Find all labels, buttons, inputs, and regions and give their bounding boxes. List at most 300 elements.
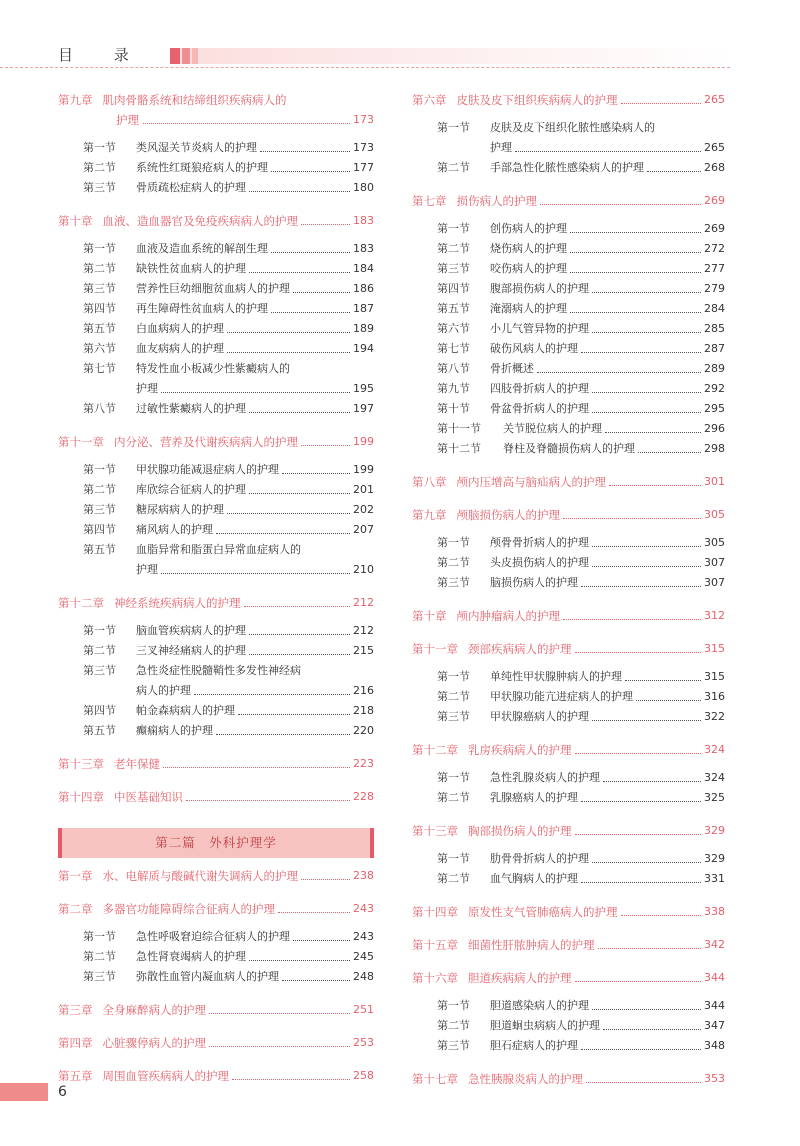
page-number: 173 [353,141,374,154]
page-number: 218 [353,704,374,717]
section-title: 骨质疏松症病人的护理 [136,181,246,194]
section-title-cont: 病人的护理 [136,684,191,697]
page-number: 353 [704,1072,725,1085]
toc-left-column [58,90,374,1086]
chapter-entry[interactable] [412,821,725,841]
page-number: 316 [704,690,725,703]
page-number: 220 [353,724,374,737]
section-label: 第九节 [437,382,470,395]
section-title: 类风湿关节炎病人的护理 [136,141,257,154]
section-title: 关节脱位病人的护理 [503,422,602,435]
section-entry[interactable] [412,158,725,178]
chapter-label: 第三章 [58,1003,93,1017]
section-entry[interactable] [58,178,374,198]
section-entry[interactable] [58,621,374,641]
section-entry[interactable] [58,540,374,580]
page-number: 331 [704,872,725,885]
section-entry[interactable] [412,788,725,808]
section-label: 第十二节 [437,442,481,455]
section-title: 烧伤病人的护理 [490,242,567,255]
section-label: 第一节 [437,536,470,549]
decor-block [192,48,198,64]
page-number: 258 [353,1069,374,1082]
section-title: 系统性红斑狼疮病人的护理 [136,161,268,174]
section-entry[interactable] [58,500,374,520]
section-label: 第二节 [83,950,116,963]
section-title: 创伤病人的护理 [490,222,567,235]
section-title: 小儿气管异物的护理 [490,322,589,335]
section-title: 急性肾衰竭病人的护理 [136,950,246,963]
chapter-label: 第十一章 [412,642,458,656]
section-label: 第一节 [437,999,470,1012]
section-title-cont: 护理 [136,563,158,576]
section-label: 第一节 [437,670,470,683]
section-label: 第一节 [437,771,470,784]
section-title: 骨折概述 [490,362,534,375]
section-label: 第七节 [437,342,470,355]
page-number: 269 [704,222,725,235]
section-label: 第三节 [83,970,116,983]
chapter-entry[interactable] [58,1000,374,1020]
chapter-entry[interactable] [412,902,725,922]
chapter-title: 颅脑损伤病人的护理 [456,508,560,522]
section-entry[interactable] [412,1016,725,1036]
section-label: 第六节 [83,342,116,355]
section-entry[interactable] [412,768,725,788]
section-title: 乳腺癌病人的护理 [490,791,578,804]
section-title: 腹部损伤病人的护理 [490,282,589,295]
chapter-label: 第八章 [412,475,447,489]
page-number: 238 [353,869,374,882]
chapter-entry[interactable] [412,505,725,525]
page-number: 268 [704,161,725,174]
chapter-title: 颅内压增高与脑疝病人的护理 [456,475,606,489]
section-label: 第二节 [83,161,116,174]
section-title: 库欣综合征病人的护理 [136,483,246,496]
decor-block [182,48,190,64]
page-number: 342 [704,938,725,951]
section-entry[interactable] [58,721,374,741]
section-entry[interactable] [412,533,725,553]
section-entry[interactable] [412,219,725,239]
chapter-title: 肌肉骨骼系统和结缔组织疾病病人的 [102,93,287,107]
page-number: 324 [704,743,725,756]
toc-right-column [412,90,725,1089]
section-label: 第二节 [437,690,470,703]
section-label: 第一节 [83,141,116,154]
section-entry[interactable] [412,687,725,707]
section-entry[interactable] [412,849,725,869]
section-label: 第五节 [83,322,116,335]
page-number: 285 [704,322,725,335]
section-label: 第三节 [437,262,470,275]
section-label: 第四节 [83,523,116,536]
section-entry[interactable] [58,967,374,987]
chapter-entry[interactable] [412,740,725,760]
page-number: 212 [353,624,374,637]
section-label: 第二节 [437,872,470,885]
section-entry[interactable] [412,339,725,359]
page-number: 272 [704,242,725,255]
chapter-title: 皮肤及皮下组织疾病病人的护理 [456,93,618,107]
chapter-entry[interactable] [58,899,374,919]
page-number: 183 [353,242,374,255]
chapter-entry[interactable] [412,90,725,110]
page-number: 177 [353,161,374,174]
section-label: 第六节 [437,322,470,335]
section-label: 第三节 [83,282,116,295]
section-title-cont: 护理 [136,382,158,395]
page-number: 287 [704,342,725,355]
section-entry[interactable] [412,379,725,399]
section-title: 血气胸病人的护理 [490,872,578,885]
section-title: 癫痫病人的护理 [136,724,213,737]
page-number: 202 [353,503,374,516]
chapter-entry[interactable] [412,935,725,955]
section-label: 第八节 [83,402,116,415]
page-number: 199 [353,463,374,476]
page-number: 322 [704,710,725,723]
section-entry[interactable] [58,299,374,319]
chapter-entry[interactable] [412,191,725,211]
section-title: 单纯性甲状腺肿病人的护理 [490,670,622,683]
section-title: 急性炎症性脱髓鞘性多发性神经病 [136,664,301,677]
section-label: 第二节 [437,242,470,255]
section-label: 第二节 [83,483,116,496]
chapter-title: 胸部损伤病人的护理 [468,824,572,838]
page-number: 180 [353,181,374,194]
section-label: 第一节 [437,852,470,865]
section-entry[interactable] [412,996,725,1016]
page-number: 195 [353,382,374,395]
section-title: 营养性巨幼细胞贫血病人的护理 [136,282,290,295]
chapter-title: 血液、造血器官及免疫疾病病人的护理 [102,214,298,228]
chapter-title: 神经系统疾病病人的护理 [114,596,241,610]
chapter-entry[interactable] [412,1069,725,1089]
section-entry[interactable] [412,667,725,687]
chapter-entry[interactable] [58,787,374,807]
chapter-title: 损伤病人的护理 [456,194,537,208]
page-number: 194 [353,342,374,355]
page-number: 307 [704,576,725,589]
section-entry[interactable] [412,869,725,889]
chapter-title: 颈部疾病病人的护理 [468,642,572,656]
chapter-label: 第十三章 [412,824,458,838]
page-number: 344 [704,999,725,1012]
chapter-entry[interactable] [58,432,374,452]
page-number: 173 [353,113,374,126]
section-title: 痛风病人的护理 [136,523,213,536]
section-entry[interactable] [412,118,725,158]
page-number: 212 [353,596,374,609]
section-label: 第四节 [437,282,470,295]
section-title: 过敏性紫癜病人的护理 [136,402,246,415]
section-entry[interactable] [58,947,374,967]
page-number: 329 [704,852,725,865]
section-entry[interactable] [58,279,374,299]
section-label: 第二节 [83,644,116,657]
section-label: 第二节 [437,161,470,174]
section-title: 脑血管疾病病人的护理 [136,624,246,637]
section-entry[interactable] [58,641,374,661]
section-label: 第一节 [83,930,116,943]
section-label: 第一节 [437,121,470,134]
section-title: 手部急性化脓性感染病人的护理 [490,161,644,174]
page-number: 329 [704,824,725,837]
section-entry[interactable] [412,279,725,299]
section-title: 胆道感染病人的护理 [490,999,589,1012]
section-entry[interactable] [58,319,374,339]
section-label: 第一节 [83,624,116,637]
page-number: 305 [704,536,725,549]
section-title: 急性乳腺炎病人的护理 [490,771,600,784]
page-number: 277 [704,262,725,275]
chapter-label: 第七章 [412,194,447,208]
page-number: 243 [353,902,374,915]
chapter-title: 胆道疾病病人的护理 [468,971,572,985]
section-entry[interactable] [58,399,374,419]
chapter-label: 第九章 [58,93,93,107]
section-title: 胆石症病人的护理 [490,1039,578,1052]
section-entry[interactable] [58,460,374,480]
section-title: 脑损伤病人的护理 [490,576,578,589]
chapter-title: 水、电解质与酸碱代谢失调病人的护理 [102,869,298,883]
section-title: 帕金森病病人的护理 [136,704,235,717]
section-entry[interactable] [412,439,725,459]
chapter-title: 周围血管疾病病人的护理 [102,1069,229,1083]
chapter-label: 第五章 [58,1069,93,1083]
page-number: 201 [353,483,374,496]
header-decoration [170,48,730,64]
section-entry[interactable] [412,553,725,573]
chapter-label: 第十四章 [58,790,104,804]
section-entry[interactable] [58,927,374,947]
chapter-label: 第十二章 [412,743,458,757]
section-entry[interactable] [58,661,374,701]
footer-page-number: 6 [58,1084,67,1100]
page-number: 248 [353,970,374,983]
chapter-label: 第十章 [58,214,93,228]
section-title: 糖尿病病人的护理 [136,503,224,516]
section-label: 第十一节 [437,422,481,435]
chapter-entry[interactable] [58,90,374,130]
section-title: 头皮损伤病人的护理 [490,556,589,569]
page-number: 289 [704,362,725,375]
section-entry[interactable] [58,701,374,721]
chapter-title: 多器官功能障碍综合征病人的护理 [102,902,275,916]
section-title: 破伤风病人的护理 [490,342,578,355]
page-number: 315 [704,670,725,683]
chapter-entry[interactable] [58,866,374,886]
page-number: 284 [704,302,725,315]
section-title: 特发性血小板减少性紫癜病人的 [136,362,290,375]
page-number: 243 [353,930,374,943]
page-number: 187 [353,302,374,315]
chapter-title: 原发性支气管肺癌病人的护理 [468,905,618,919]
section-entry[interactable] [412,399,725,419]
page-number: 325 [704,791,725,804]
section-entry[interactable] [58,158,374,178]
page-number: 265 [704,93,725,106]
section-entry[interactable] [412,707,725,727]
section-title: 缺铁性贫血病人的护理 [136,262,246,275]
chapter-label: 第一章 [58,869,93,883]
page-number: 269 [704,194,725,207]
section-title: 胆道蛔虫病病人的护理 [490,1019,600,1032]
section-entry[interactable] [412,319,725,339]
section-entry[interactable] [412,239,725,259]
chapter-entry[interactable] [412,472,725,492]
chapter-title: 急性胰腺炎病人的护理 [468,1072,583,1086]
page-number: 295 [704,402,725,415]
section-title: 急性呼吸窘迫综合征病人的护理 [136,930,290,943]
chapter-entry[interactable] [58,1033,374,1053]
chapter-label: 第十三章 [58,757,104,771]
chapter-label: 第四章 [58,1036,93,1050]
section-title: 皮肤及皮下组织化脓性感染病人的 [490,121,655,134]
chapter-title: 心脏骤停病人的护理 [102,1036,206,1050]
section-title: 甲状腺癌病人的护理 [490,710,589,723]
section-label: 第二节 [83,262,116,275]
section-label: 第三节 [83,181,116,194]
section-title: 甲状腺功能减退症病人的护理 [136,463,279,476]
chapter-label: 第十五章 [412,938,458,952]
page-number: 301 [704,475,725,488]
section-title: 弥散性血管内凝血病人的护理 [136,970,279,983]
chapter-entry[interactable] [412,639,725,659]
chapter-title: 老年保健 [114,757,160,771]
section-label: 第二节 [437,791,470,804]
page-number: 251 [353,1003,374,1016]
section-label: 第四节 [83,704,116,717]
page-header [0,0,800,72]
section-label: 第二节 [437,556,470,569]
page-number: 305 [704,508,725,521]
page-number: 298 [704,442,725,455]
page-number: 296 [704,422,725,435]
page-number: 279 [704,282,725,295]
chapter-entry[interactable] [412,606,725,626]
section-title: 脊柱及脊髓损伤病人的护理 [503,442,635,455]
chapter-title: 中医基础知识 [114,790,183,804]
section-title: 咬伤病人的护理 [490,262,567,275]
section-label: 第五节 [437,302,470,315]
page-number: 338 [704,905,725,918]
section-entry[interactable] [58,239,374,259]
chapter-entry[interactable] [58,1066,374,1086]
section-entry[interactable] [412,359,725,379]
header-divider [0,67,730,68]
section-entry[interactable] [58,480,374,500]
section-label: 第七节 [83,362,116,375]
page-number: 348 [704,1039,725,1052]
section-title: 骨盆骨折病人的护理 [490,402,589,415]
page-number: 253 [353,1036,374,1049]
chapter-entry[interactable] [58,754,374,774]
chapter-label: 第十六章 [412,971,458,985]
section-title: 四肢骨折病人的护理 [490,382,589,395]
section-title: 三叉神经痛病人的护理 [136,644,246,657]
page-number: 216 [353,684,374,697]
chapter-label: 第十二章 [58,596,104,610]
section-label: 第一节 [83,242,116,255]
section-title: 白血病病人的护理 [136,322,224,335]
section-title: 血友病病人的护理 [136,342,224,355]
page-number: 347 [704,1019,725,1032]
section-label: 第三节 [437,1039,470,1052]
section-entry[interactable] [58,259,374,279]
chapter-entry[interactable] [58,211,374,231]
section-label: 第一节 [83,463,116,476]
section-label: 第十节 [437,402,470,415]
section-entry[interactable] [58,339,374,359]
page-number: 186 [353,282,374,295]
part-title: 第二篇 外科护理学 [155,835,277,850]
chapter-label: 第九章 [412,508,447,522]
section-label: 第三节 [83,664,116,677]
chapter-entry[interactable] [58,593,374,613]
section-title: 颅骨骨折病人的护理 [490,536,589,549]
section-title: 甲状腺功能亢进症病人的护理 [490,690,633,703]
chapter-label: 第十四章 [412,905,458,919]
section-title: 血液及造血系统的解剖生理 [136,242,268,255]
page-number: 184 [353,262,374,275]
section-title: 淹溺病人的护理 [490,302,567,315]
section-label: 第四节 [83,302,116,315]
page-number: 265 [704,141,725,154]
page-number: 315 [704,642,725,655]
page-number: 183 [353,214,374,227]
section-label: 第五节 [83,543,116,556]
chapter-entry[interactable] [412,968,725,988]
section-entry[interactable] [412,299,725,319]
chapter-title: 乳房疾病病人的护理 [468,743,572,757]
page-number: 312 [704,609,725,622]
chapter-label: 第十章 [412,609,447,623]
section-label: 第八节 [437,362,470,375]
page-number: 292 [704,382,725,395]
page-number: 324 [704,771,725,784]
section-entry[interactable] [412,259,725,279]
section-entry[interactable] [412,573,725,593]
chapter-label: 第二章 [58,902,93,916]
section-label: 第五节 [83,724,116,737]
page-number: 189 [353,322,374,335]
page-number: 197 [353,402,374,415]
section-entry[interactable] [412,1036,725,1056]
page-number: 210 [353,563,374,576]
chapter-title: 全身麻醉病人的护理 [102,1003,206,1017]
chapter-title: 颅内肿瘤病人的护理 [456,609,560,623]
section-entry[interactable] [58,138,374,158]
chapter-title: 内分泌、营养及代谢疾病病人的护理 [114,435,298,449]
page-number: 245 [353,950,374,963]
page-number: 307 [704,556,725,569]
section-title: 肋骨骨折病人的护理 [490,852,589,865]
section-entry[interactable] [58,359,374,399]
section-entry[interactable] [58,520,374,540]
page-number: 199 [353,435,374,448]
decor-block [170,48,180,64]
part-banner [58,828,374,858]
section-title: 再生障碍性贫血病人的护理 [136,302,268,315]
page-number: 207 [353,523,374,536]
footer-bar [0,1083,48,1101]
page-number: 215 [353,644,374,657]
section-entry[interactable] [412,419,725,439]
chapter-title-cont: 护理 [116,113,139,127]
section-label: 第三节 [83,503,116,516]
